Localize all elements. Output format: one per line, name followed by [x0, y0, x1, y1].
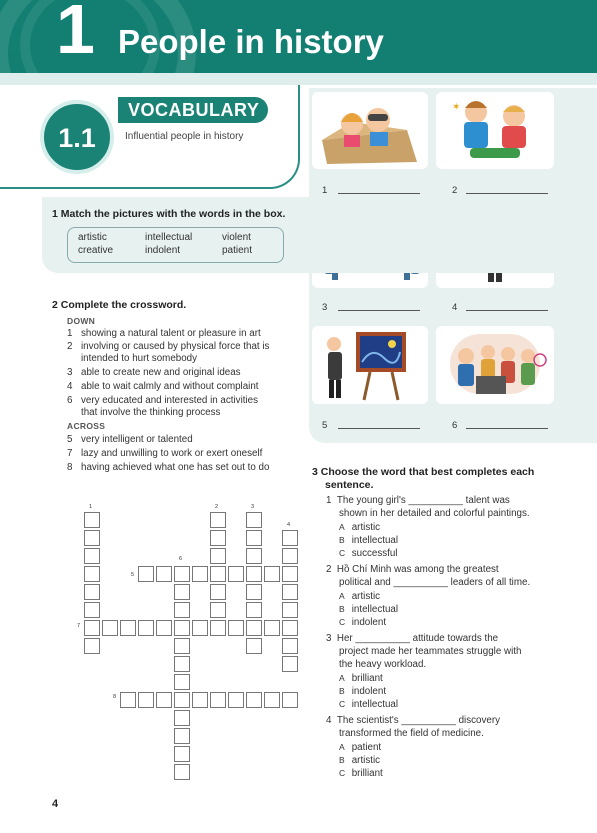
unit-number: 1	[56, 0, 95, 68]
crossword-number-4: 4	[287, 522, 291, 528]
lesson-subtitle: Influential people in history	[125, 131, 244, 142]
across-clue	[67, 462, 269, 474]
answer-blank-3[interactable]	[338, 310, 420, 311]
option[interactable]	[339, 548, 397, 559]
picture-5	[312, 326, 428, 404]
down-clue	[67, 381, 259, 393]
answer-blank-1[interactable]	[338, 193, 420, 194]
crossword-cell[interactable]	[120, 620, 136, 636]
clue-number: 6	[67, 395, 73, 406]
crossword-cell[interactable]	[84, 530, 100, 546]
banner-strip	[0, 73, 597, 85]
question-1	[326, 494, 556, 520]
art-teacher-painting-icon	[312, 326, 428, 404]
clue-text: able to create new and original ideas	[81, 367, 241, 378]
clue-number: 1	[67, 328, 73, 339]
crossword-number-7: 7	[77, 623, 81, 629]
crossword-cell[interactable]	[174, 746, 190, 762]
picture-label-3: 3	[322, 302, 328, 313]
crossword-cell[interactable]	[84, 512, 100, 528]
crossword-number-2: 2	[215, 504, 219, 510]
option-letter: C	[339, 617, 346, 627]
across-clue	[67, 434, 193, 446]
option[interactable]	[339, 617, 386, 628]
crossword-cell[interactable]	[264, 692, 280, 708]
option[interactable]	[339, 755, 380, 766]
clue-number: 3	[67, 367, 73, 378]
question-4	[326, 714, 556, 740]
picture-label-4: 4	[452, 302, 458, 313]
option-letter: B	[339, 535, 345, 545]
word-artistic: artistic	[78, 232, 107, 243]
option-letter: C	[339, 699, 346, 709]
crossword-cell[interactable]	[282, 602, 298, 618]
picture-2	[436, 92, 554, 169]
crossword-cell[interactable]	[246, 692, 262, 708]
picture-6	[436, 326, 554, 404]
crossword-cell[interactable]	[174, 764, 190, 780]
question-2	[326, 563, 556, 589]
exercise-1-heading: 1 Match the pictures with the words in the box.	[52, 208, 286, 220]
clue-text: very educated and interested in activities	[81, 395, 258, 406]
picture-label-6: 6	[452, 420, 458, 431]
crossword-cell[interactable]	[210, 548, 226, 564]
clue-number: 4	[67, 381, 73, 392]
clue-number: 7	[67, 448, 73, 459]
question-number: 3	[326, 633, 332, 644]
crossword-cell[interactable]	[246, 620, 262, 636]
crossword-cell[interactable]	[174, 602, 190, 618]
crossword-cell[interactable]	[192, 692, 208, 708]
svg-text:✶: ✶	[452, 102, 461, 113]
lesson-number: 1.1	[58, 123, 96, 153]
down-clue	[67, 367, 241, 379]
option-letter: A	[339, 742, 345, 752]
option[interactable]	[339, 742, 381, 753]
option[interactable]	[339, 604, 398, 615]
exercise-3-heading-cont: sentence.	[325, 479, 374, 491]
crossword-cell[interactable]	[156, 566, 172, 582]
crossword-cell[interactable]	[156, 620, 172, 636]
option[interactable]	[339, 522, 380, 533]
crossword-cell[interactable]	[210, 620, 226, 636]
crossword-cell[interactable]	[210, 512, 226, 528]
option-text: brilliant	[351, 673, 383, 684]
crossword-cell[interactable]	[282, 566, 298, 582]
section-title: VOCABULARY	[118, 97, 268, 123]
option-text: artistic	[351, 591, 381, 602]
down-clue	[67, 341, 269, 353]
option-letter: C	[339, 548, 346, 558]
crossword-number-5: 5	[131, 572, 135, 578]
option[interactable]	[339, 699, 398, 710]
crossword-cell[interactable]	[282, 620, 298, 636]
crossword-cell[interactable]	[246, 566, 262, 582]
word-violent: violent	[222, 232, 251, 243]
crossword-cell[interactable]	[174, 710, 190, 726]
crossword-cell[interactable]	[174, 692, 190, 708]
option-letter: A	[339, 591, 345, 601]
option-text: indolent	[351, 686, 387, 697]
crossword-cell[interactable]	[120, 692, 136, 708]
option-text: indolent	[351, 617, 387, 628]
crossword-number-3: 3	[251, 504, 255, 510]
crossword-cell[interactable]	[84, 638, 100, 654]
option[interactable]	[339, 768, 383, 779]
option[interactable]	[339, 673, 383, 684]
question-number: 4	[326, 715, 332, 726]
crossword-cell[interactable]	[84, 548, 100, 564]
picture-1	[312, 92, 428, 169]
exercise-2-heading: 2 Complete the crossword.	[52, 299, 187, 311]
answer-blank-5[interactable]	[338, 428, 420, 429]
crossword-cell[interactable]	[84, 584, 100, 600]
team-workshop-icon	[436, 326, 554, 404]
question-line: shown in her detailed and colorful paintings.	[339, 508, 530, 519]
across-label: ACROSS	[67, 421, 106, 431]
crossword-cell[interactable]	[84, 566, 100, 582]
word-indolent: indolent	[145, 245, 181, 256]
boys-fighting-icon	[436, 92, 554, 169]
question-line: Her __________ attitude towards the	[336, 633, 499, 644]
crossword-cell[interactable]	[282, 692, 298, 708]
crossword-cell[interactable]	[174, 566, 190, 582]
option-letter: B	[339, 604, 345, 614]
question-line: project made her teammates struggle with	[339, 646, 522, 657]
crossword-cell[interactable]	[84, 602, 100, 618]
option-letter: A	[339, 522, 345, 532]
crossword-cell[interactable]	[192, 566, 208, 582]
crossword-cell[interactable]	[174, 584, 190, 600]
crossword-cell[interactable]	[282, 584, 298, 600]
crossword-number-6: 6	[179, 556, 183, 562]
crossword-cell[interactable]	[282, 638, 298, 654]
option[interactable]	[339, 686, 386, 697]
crossword-cell[interactable]	[264, 566, 280, 582]
crossword-cell[interactable]	[246, 584, 262, 600]
option-text: intellectual	[351, 699, 399, 710]
option-text: patient	[351, 742, 382, 753]
across-clue	[67, 448, 262, 460]
clue-number: 2	[67, 341, 73, 352]
lesson-badge	[40, 100, 114, 174]
question-line: The scientist's __________ discovery	[336, 715, 500, 726]
picture-label-5: 5	[322, 420, 328, 431]
crossword-cell[interactable]	[228, 692, 244, 708]
option-text: intellectual	[351, 535, 399, 546]
answer-blank-6[interactable]	[466, 428, 548, 429]
crossword-cell[interactable]	[264, 620, 280, 636]
picture-label-1: 1	[322, 185, 328, 196]
clue-text: having achieved what one has set out to do	[81, 462, 270, 473]
word-creative: creative	[78, 245, 114, 256]
unit-banner	[0, 0, 597, 73]
question-line: Hồ Chí Minh was among the greatest	[336, 564, 499, 575]
clue-text: very intelligent or talented	[81, 434, 193, 445]
word-intellectual: intellectual	[145, 232, 193, 243]
crossword-cell[interactable]	[138, 692, 154, 708]
answer-blank-4[interactable]	[466, 310, 548, 311]
down-clue	[67, 328, 261, 340]
crossword-cell[interactable]	[138, 566, 154, 582]
option-text: brilliant	[351, 768, 383, 779]
crossword-cell[interactable]	[102, 620, 118, 636]
option-letter: A	[339, 673, 345, 683]
clue-text: able to wait calmly and without complaint	[81, 381, 259, 392]
question-line: transformed the field of medicine.	[339, 728, 484, 739]
crossword-cell[interactable]	[138, 620, 154, 636]
crossword-cell[interactable]	[228, 566, 244, 582]
crossword-cell[interactable]	[174, 638, 190, 654]
question-3	[326, 632, 556, 671]
crossword-cell[interactable]	[210, 692, 226, 708]
children-cardboard-plane-icon	[312, 92, 428, 169]
crossword-cell[interactable]	[246, 512, 262, 528]
down-clue	[67, 353, 197, 365]
crossword-cell[interactable]	[210, 530, 226, 546]
crossword-number-8: 8	[113, 694, 117, 700]
answer-blank-2[interactable]	[466, 193, 548, 194]
crossword-cell[interactable]	[156, 692, 172, 708]
exercise-3-heading: 3 Choose the word that best completes each	[312, 466, 535, 478]
unit-title: People in history	[118, 23, 384, 60]
crossword-cell[interactable]	[174, 728, 190, 744]
crossword-cell[interactable]	[174, 620, 190, 636]
down-clue	[67, 395, 258, 407]
option-letter: B	[339, 755, 345, 765]
clue-number: 5	[67, 434, 73, 445]
crossword-cell[interactable]	[210, 584, 226, 600]
picture-label-2: 2	[452, 185, 458, 196]
clue-text: lazy and unwilling to work or exert oneself	[81, 448, 263, 459]
option-letter: B	[339, 686, 345, 696]
clue-text: involving or caused by physical force that is	[81, 341, 270, 352]
question-line: The young girl's __________ talent was	[336, 495, 510, 506]
crossword-cell[interactable]	[174, 656, 190, 672]
option[interactable]	[339, 591, 380, 602]
option-letter: C	[339, 768, 346, 778]
down-label: DOWN	[67, 316, 96, 326]
clue-text: that involve the thinking process	[81, 407, 221, 418]
question-number: 1	[326, 495, 332, 506]
clue-text: intended to hurt somebody	[81, 353, 198, 364]
question-number: 2	[326, 564, 332, 575]
crossword-cell[interactable]	[282, 530, 298, 546]
crossword-cell[interactable]	[282, 656, 298, 672]
option[interactable]	[339, 535, 398, 546]
clue-text: showing a natural talent or pleasure in art	[81, 328, 261, 339]
crossword-cell[interactable]	[192, 620, 208, 636]
down-clue	[67, 407, 220, 419]
crossword-cell[interactable]	[246, 548, 262, 564]
crossword-cell[interactable]	[246, 602, 262, 618]
crossword-cell[interactable]	[210, 566, 226, 582]
crossword-cell[interactable]	[246, 638, 262, 654]
option-text: intellectual	[351, 604, 399, 615]
crossword-cell[interactable]	[210, 602, 226, 618]
crossword-cell[interactable]	[246, 530, 262, 546]
question-line: political and __________ leaders of all time.	[339, 577, 531, 588]
option-text: artistic	[351, 522, 381, 533]
crossword-cell[interactable]	[228, 620, 244, 636]
word-patient: patient	[222, 245, 253, 256]
crossword-cell[interactable]	[282, 548, 298, 564]
crossword-cell[interactable]	[174, 674, 190, 690]
crossword-number-1: 1	[89, 504, 93, 510]
page-number: 4	[52, 798, 59, 810]
crossword-cell[interactable]	[84, 620, 100, 636]
clue-number: 8	[67, 462, 73, 473]
question-line: the heavy workload.	[339, 659, 427, 670]
option-text: artistic	[351, 755, 381, 766]
option-text: successful	[351, 548, 398, 559]
